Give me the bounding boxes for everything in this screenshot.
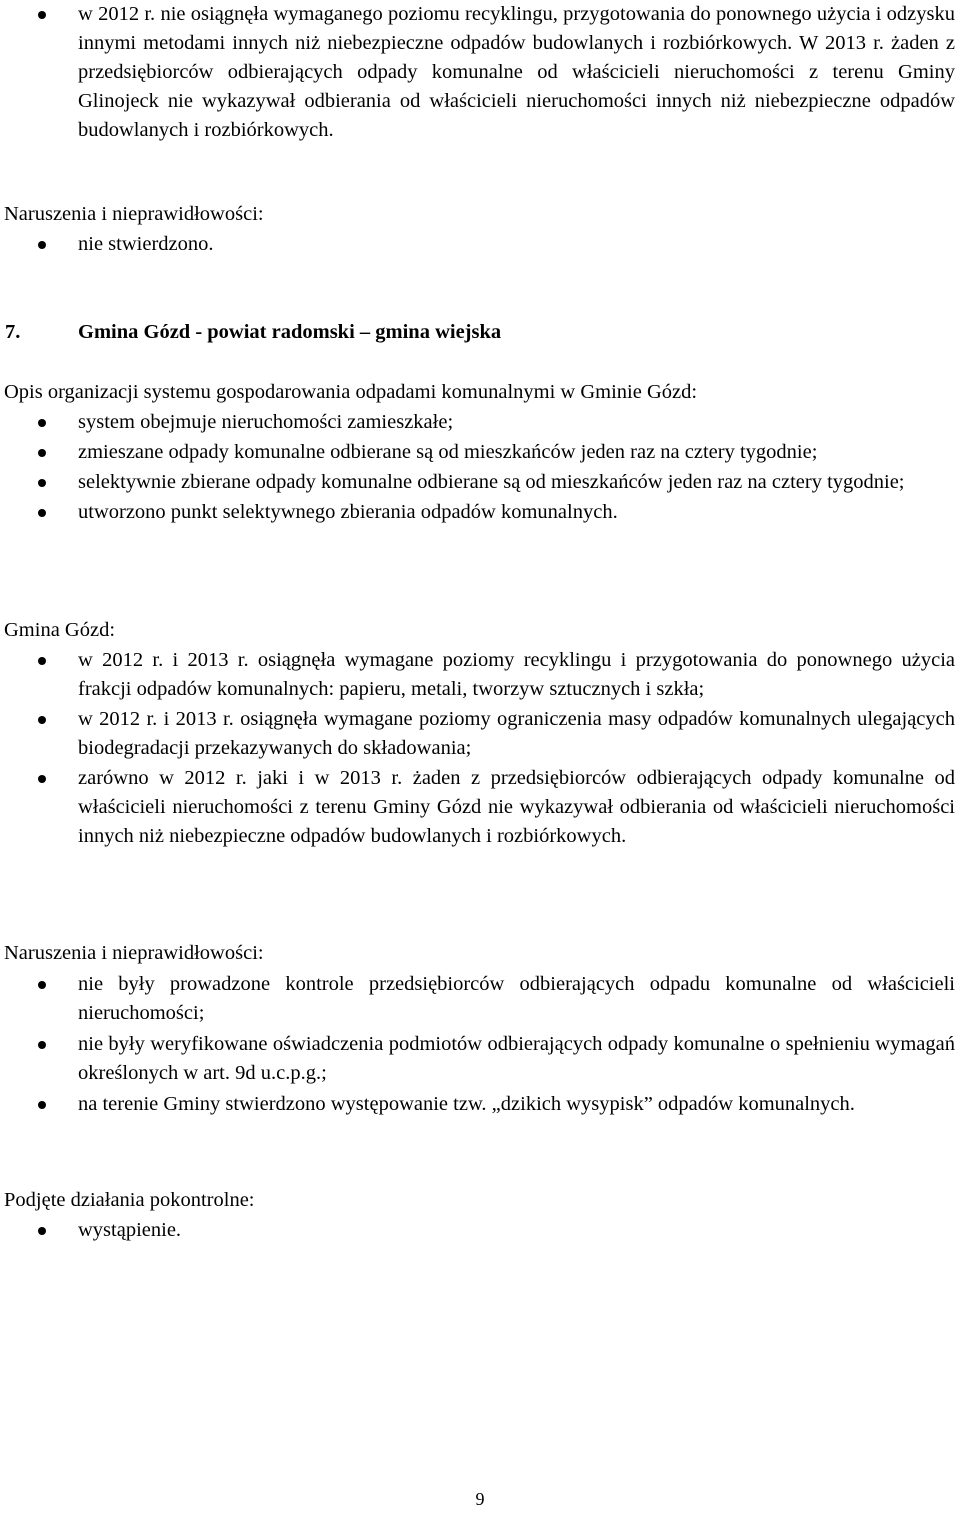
violations-label: Naruszenia i nieprawidłowości: [4, 203, 264, 225]
violations-label: Naruszenia i nieprawidłowości: [4, 942, 264, 964]
bullet-icon [38, 981, 46, 989]
section-title: Gmina Gózd - powiat radomski – gmina wiejska [78, 321, 502, 343]
gmina-list [0, 646, 960, 851]
actions-label: Podjęte działania pokontrolne: [4, 1189, 255, 1211]
list-item: system obejmuje nieruchomości zamieszkałe; [0, 408, 960, 437]
list-item: nie były prowadzone kontrole przedsiębiorców odbierających odpadu komunalne od właścicieli nieruchomości; [0, 970, 960, 1028]
org-label: Opis organizacji systemu gospodarowania odpadami komunalnymi w Gminie Gózd: [4, 381, 698, 403]
list-item: nie były weryfikowane oświadczenia podmiotów odbierających odpady komunalne o spełnieniu wymagań określonych w art. 9d u.c.p.g.; [0, 1030, 960, 1088]
bullet-icon [38, 775, 46, 783]
bullet-icon [38, 657, 46, 665]
bullet-icon [38, 509, 46, 517]
bullet-icon [38, 241, 46, 249]
bullet-icon [38, 1227, 46, 1235]
violations-list [0, 970, 960, 1119]
gmina-label: Gmina Gózd: [4, 619, 116, 641]
list-item: zmieszane odpady komunalne odbierane są od mieszkańców jeden raz na cztery tygodnie; [0, 438, 960, 467]
bullet-icon [38, 449, 46, 457]
list-item: w 2012 r. i 2013 r. osiągnęła wymagane poziomy ograniczenia masy odpadów komunalnych ulegających biodegradacji przekazywanych do składowania; [0, 705, 960, 763]
bullet-icon [38, 419, 46, 427]
section-number: 7. [5, 321, 21, 343]
list-item: w 2012 r. nie osiągnęła wymaganego poziomu recyklingu, przygotowania do ponownego użycia i odzysku innymi metodami innych niż niebezpieczne odpadów budowlanych i rozbiórkowych. W 2013 r. żaden z przedsiębiorców odbierających odpady komunalne od właścicieli nieruchomości z terenu Gminy Glinojeck nie wykazywał odbierania od właścicieli nieruchomości innych niż niebezpieczne odpadów budowlanych i rozbiórkowych. [0, 0, 960, 145]
list-item: selektywnie zbierane odpady komunalne odbierane są od mieszkańców jeden raz na cztery tygodnie; [0, 468, 960, 497]
org-list [0, 408, 960, 527]
list-item: utworzono punkt selektywnego zbierania odpadów komunalnych. [0, 498, 960, 527]
violations-list [0, 230, 960, 259]
section-heading [0, 318, 501, 347]
list-item: w 2012 r. i 2013 r. osiągnęła wymagane poziomy recyklingu i przygotowania do ponownego użycia frakcji odpadów komunalnych: papieru, metali, tworzyw sztucznych i szkła; [0, 646, 960, 704]
bullet-icon [38, 716, 46, 724]
list-item: wystąpienie. [0, 1216, 960, 1245]
actions-list [0, 1216, 960, 1245]
bullet-icon [38, 1041, 46, 1049]
list-item: nie stwierdzono. [0, 230, 960, 259]
page-number: 9 [475, 1489, 485, 1509]
bullet-icon [38, 1101, 46, 1109]
list-item: zarówno w 2012 r. jaki i w 2013 r. żaden z przedsiębiorców odbierających odpady komunalne od właścicieli nieruchomości z terenu Gminy Gózd nie wykazywał odbierania od właścicieli nieruchomości innych niż niebezpieczne odpadów budowlanych i rozbiórkowych. [0, 764, 960, 851]
list-item: na terenie Gminy stwierdzono występowanie tzw. „dzikich wysypisk” odpadów komunalnych. [0, 1090, 960, 1119]
bullet-icon [38, 479, 46, 487]
top-bullet-list [0, 0, 960, 145]
bullet-icon [38, 11, 46, 19]
